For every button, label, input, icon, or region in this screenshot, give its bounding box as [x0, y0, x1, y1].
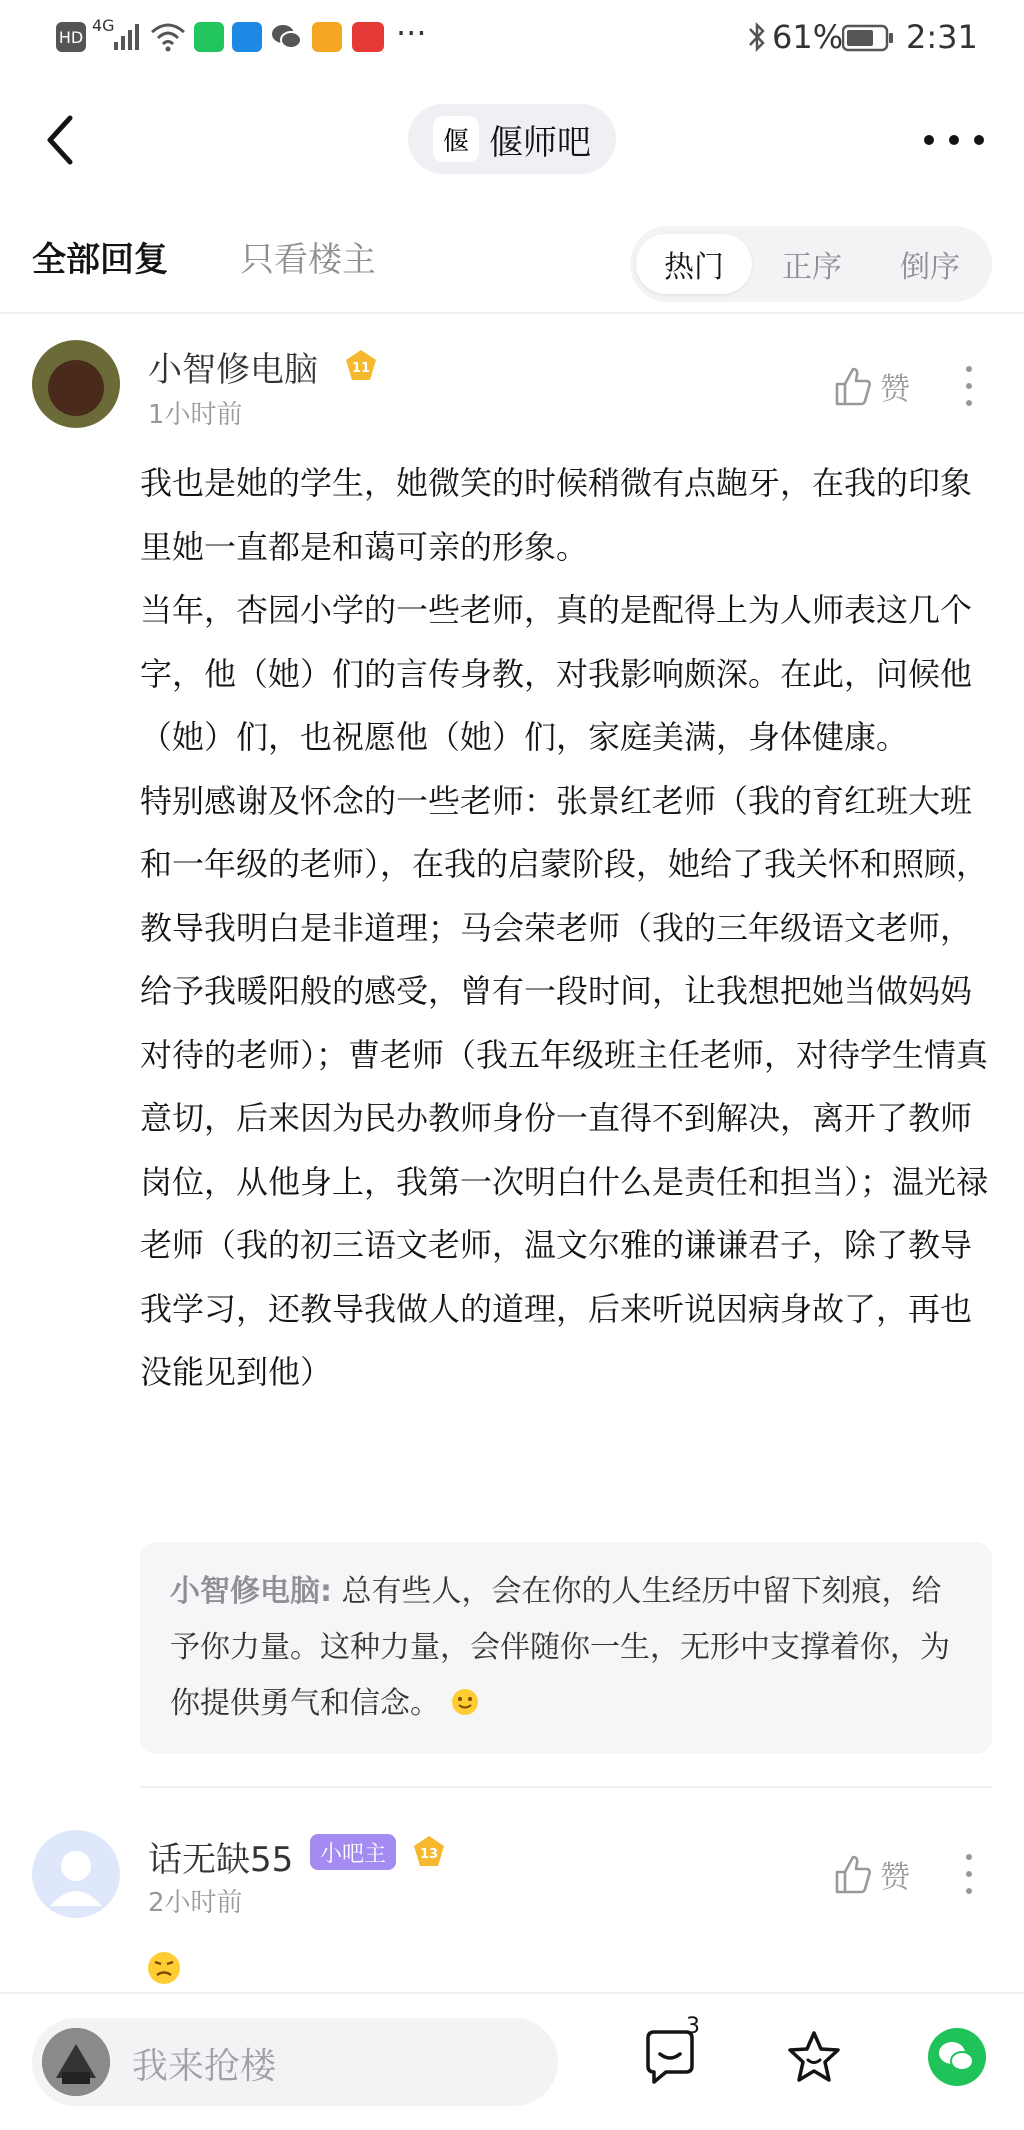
username[interactable]: 小智修电脑 [148, 350, 318, 390]
forum-logo: 偃 [433, 116, 479, 162]
orange-app-icon [312, 22, 342, 52]
user-avatar [42, 2028, 110, 2096]
smile-emoji-icon [450, 1687, 480, 1717]
back-chevron-icon[interactable] [40, 112, 84, 168]
comment-menu-icon[interactable] [966, 366, 974, 406]
comment-paragraph: 我也是她的学生，她微笑的时候稍微有点龅牙，在我的印象里她一直都是和蔼可亲的形象。 [140, 464, 973, 566]
signal-icon [112, 22, 142, 52]
comment-body [140, 452, 1002, 1405]
bluetooth-icon [746, 20, 768, 54]
wechat-share-icon[interactable] [928, 2028, 986, 2086]
clock: 2:31 [906, 18, 978, 56]
sort-toggle [630, 226, 992, 302]
more-options-icon[interactable] [924, 120, 984, 160]
comment-menu-icon[interactable] [966, 1854, 974, 1894]
comment-count: 3 [686, 2014, 700, 2039]
divider [0, 312, 1024, 314]
like-button[interactable] [834, 1852, 910, 1896]
divider [140, 1786, 992, 1788]
reply-placeholder: 我来抢楼 [132, 2046, 277, 2087]
reply-content [170, 1564, 970, 1732]
post-time: 1小时前 [148, 400, 243, 430]
post-time: 2小时前 [148, 1888, 243, 1918]
thumbs-up-icon [834, 366, 872, 406]
wechat-icon [270, 22, 302, 52]
sort-ascending[interactable]: 正序 [782, 250, 842, 285]
forum-name-pill[interactable] [408, 104, 616, 174]
reply-box[interactable] [140, 1542, 992, 1754]
comment-paragraph: 当年，杏园小学的一些老师，真的是配得上为人师表这几个字，他（她）们的言传身教，对我影响颇深。在此，问候他（她）们，也祝愿他（她）们，家庭美满，身体健康。 [140, 591, 973, 756]
svg-text:11: 11 [351, 361, 371, 376]
like-label: 赞 [880, 1860, 910, 1895]
tab-all-replies[interactable]: 全部回复 [32, 240, 168, 280]
reply-text: 总有些人，会在你的人生经历中留下刻痕，给予你力量。这种力量，会伴随你一生，无形中支撑着你，为你提供勇气和信念。 [170, 1574, 950, 1721]
nav-bar [0, 90, 1024, 190]
red-app-icon [352, 22, 384, 52]
tab-owner-only[interactable]: 只看楼主 [240, 240, 376, 280]
emoji-icon [146, 1950, 182, 1986]
filter-bar [0, 220, 1024, 312]
wifi-icon [150, 22, 186, 52]
status-bar [0, 0, 1024, 76]
blue-app-icon [232, 22, 262, 52]
favorite-star-icon[interactable] [784, 2028, 844, 2088]
thumbs-up-icon [834, 1854, 872, 1894]
comment-paragraph: 特别感谢及怀念的一些老师：张景红老师（我的育红班大班和一年级的老师），在我的启蒙阶段，她给了我关怀和照顾，教导我明白是非道理；马会荣老师（我的三年级语文老师，给予我暖阳般的感受，曾有一段时间，让我想把她当做妈妈对待的老师）；曹老师（我五年级班主任老师，对待学生情真意切，后来因为民办教师身份一直得不到解决，离开了教师岗位，从他身上，我第一次明白什么是责任和担当）；温光禄老师（我的初三语文老师，温文尔雅的谦谦君子，除了教导我学习，还教导我做人的道理，后来听说因病身故了，再也没能见到他） [140, 781, 989, 1391]
battery-icon [842, 24, 894, 52]
green-app-icon [194, 22, 224, 52]
battery-percent: 61% [772, 18, 844, 56]
like-button[interactable] [834, 364, 910, 408]
sort-descending[interactable]: 倒序 [900, 250, 960, 285]
avatar[interactable] [32, 1830, 120, 1918]
level-badge-icon [344, 348, 378, 382]
reply-author[interactable]: 小智修电脑: [170, 1574, 332, 1609]
forum-name: 偃师吧 [489, 122, 591, 163]
level-badge-icon [412, 1834, 446, 1868]
like-label: 赞 [880, 372, 910, 407]
username[interactable]: 话无缺55 [148, 1840, 294, 1880]
bottom-bar [0, 1992, 1024, 2130]
svg-text:13: 13 [419, 1847, 439, 1862]
avatar[interactable] [32, 340, 120, 428]
network-gen-label: 4G [92, 16, 115, 35]
reply-input[interactable] [32, 2018, 558, 2106]
status-more: ··· [396, 14, 427, 52]
moderator-badge: 小吧主 [310, 1834, 396, 1870]
sort-hot[interactable]: 热门 [636, 234, 752, 294]
hd-icon: HD [56, 22, 86, 52]
